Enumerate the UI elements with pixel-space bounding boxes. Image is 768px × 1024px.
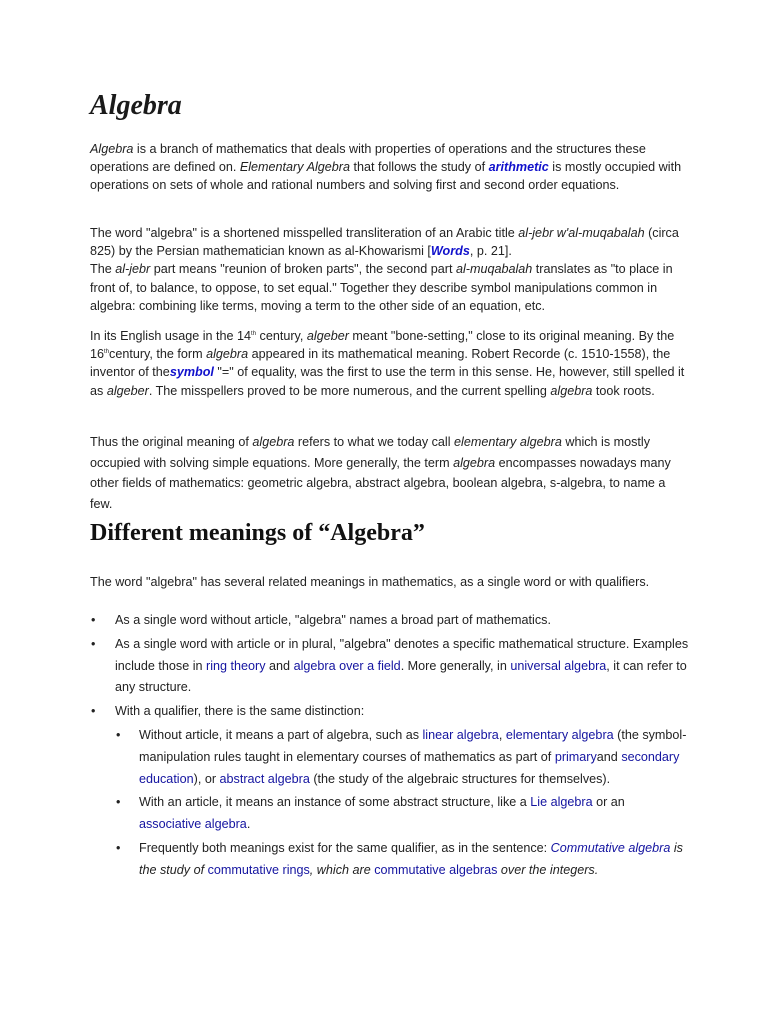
- text: refers to what we today call: [294, 435, 455, 449]
- text: (circa 825) by the Persian mathematician known as al-Khowarismi [: [90, 226, 679, 259]
- text: . More generally, in: [400, 658, 511, 673]
- list-item: [90, 634, 690, 699]
- text: As a single word without article, "algebra" names a broad part of mathematics.: [115, 613, 551, 627]
- text: ,: [498, 727, 506, 742]
- paragraph-meanings-intro: The word "algebra" has several related meanings in mathematics, as a single word or with qualifiers.: [90, 575, 650, 589]
- list-item: [90, 610, 690, 632]
- italic-term: al-jebr: [115, 262, 151, 277]
- text: or an: [592, 795, 625, 810]
- page-title: Algebra: [90, 90, 182, 121]
- link-universal-algebra[interactable]: universal algebra: [510, 658, 607, 673]
- text: encompasses nowadays many other fields of mathematics: geometric algebra, abstract algebra, boolean algebra, s-algebra, to name a few.: [90, 455, 671, 511]
- link-arithmetic[interactable]: arithmetic: [488, 160, 549, 175]
- text: Frequently both meanings exist for the same qualifier, as in the sentence:: [139, 840, 551, 855]
- list-item: [90, 701, 690, 881]
- text: (the study of the algebraic structures for themselves).: [309, 771, 611, 786]
- text: , it can refer to any structure.: [115, 658, 687, 695]
- text: took roots.: [592, 383, 655, 398]
- text: With an article, it means an instance of some abstract structure, like a: [139, 795, 531, 810]
- paragraph-original-meaning: [90, 432, 690, 514]
- text: , p. 21].: [469, 244, 512, 259]
- text: ), or: [193, 771, 220, 786]
- italic-term: Elementary Algebra: [239, 160, 350, 175]
- section-heading: Different meanings of “Algebra”: [90, 520, 425, 546]
- text: (the symbol-manipulation rules taught in elementary courses of mathematics as part of: [139, 727, 687, 764]
- list-item: [115, 792, 690, 836]
- italic-term: al-jebr w'al-muqabalah: [518, 226, 645, 240]
- text: In its English usage in the 14: [90, 329, 252, 343]
- link-secondary-education[interactable]: secondary education: [139, 749, 680, 786]
- text: . The misspellers proved to be more numerous, and the current spelling: [148, 383, 551, 398]
- link-abstract-algebra[interactable]: abstract algebra: [219, 771, 310, 786]
- link-commutative-rings[interactable]: commutative rings: [207, 862, 310, 877]
- text: that follows the study of: [349, 160, 489, 175]
- link-symbol[interactable]: symbol: [169, 365, 214, 380]
- text: and: [265, 658, 294, 673]
- text: .: [246, 817, 251, 832]
- link-lie-algebra[interactable]: Lie algebra: [530, 795, 593, 810]
- italic-term: Algebra: [90, 142, 134, 156]
- link-commutative-algebras[interactable]: commutative algebras: [374, 862, 498, 877]
- text: century,: [256, 329, 307, 343]
- link-algebra-over-a-field[interactable]: algebra over a field: [293, 658, 401, 673]
- list-item: [115, 725, 690, 790]
- italic-term: algeber: [306, 329, 349, 343]
- text: which is mostly occupied with solving simple equations. More generally, the term: [90, 435, 651, 470]
- link-linear-algebra[interactable]: linear algebra: [422, 727, 499, 742]
- italic-term: elementary algebra: [454, 435, 562, 449]
- qualifier-sublist: [115, 725, 690, 882]
- paragraph-english-usage: [90, 327, 690, 400]
- italic-term: al-muqabalah: [455, 262, 533, 277]
- text: "=" of equality, was the first to use the term in this sense. He, however, still spelled it as: [90, 365, 685, 398]
- text: meant "bone-setting," close to its original meaning. By the 16: [90, 329, 675, 362]
- text: century, the form: [109, 347, 207, 362]
- link-elementary-algebra[interactable]: elementary algebra: [505, 727, 614, 742]
- link-primary[interactable]: primary: [554, 749, 597, 764]
- text: is mostly occupied with operations on sets of whole and rational numbers and solving first and second order equations.: [90, 160, 682, 193]
- text: appeared in its mathematical meaning. Robert Recorde (c. 1510-1558), the inventor of the: [90, 347, 671, 380]
- list-item: [115, 838, 690, 882]
- link-commutative-algebra[interactable]: Commutative algebra: [550, 840, 671, 855]
- text: translates as "to place in front of, to balance, to oppose, to set equal." Together they describe symbol manipulations common in algebra: combining like terms, moving a term to the other side of an equation, etc.: [90, 262, 673, 313]
- italic-term: algebra: [453, 455, 496, 470]
- italic-term: algebra: [206, 347, 249, 362]
- italic-text: over the integers.: [497, 862, 599, 877]
- text: With a qualifier, there is the same distinction:: [115, 704, 365, 719]
- text: The: [90, 262, 116, 277]
- italic-term: algeber: [106, 383, 149, 398]
- text: and: [596, 749, 622, 764]
- text: The word "algebra" is a shortened misspelled transliteration of an Arabic title: [90, 226, 519, 240]
- paragraph-etymology: [90, 224, 690, 315]
- link-ring-theory[interactable]: ring theory: [206, 658, 266, 673]
- italic-term: algebra: [252, 435, 295, 449]
- italic-term: algebra: [550, 383, 593, 398]
- link-associative-algebra[interactable]: associative algebra: [139, 817, 247, 832]
- italic-text: is the study of: [139, 840, 683, 877]
- italic-text: , which are: [309, 862, 375, 877]
- text: part means "reunion of broken parts", the second part: [150, 262, 456, 277]
- text: is a branch of mathematics that deals with properties of operations and the structures these operations are defined on.: [90, 142, 646, 175]
- paragraph-definition: [90, 140, 690, 195]
- text: Without article, it means a part of algebra, such as: [139, 727, 423, 742]
- meanings-list: [90, 610, 690, 884]
- link-words[interactable]: Words: [430, 244, 470, 259]
- superscript: th: [104, 349, 110, 356]
- text: Thus the original meaning of: [90, 435, 253, 449]
- superscript: th: [251, 330, 257, 337]
- text: As a single word with article or in plural, "algebra" denotes a specific mathematical structure. Examples include those in: [115, 636, 689, 673]
